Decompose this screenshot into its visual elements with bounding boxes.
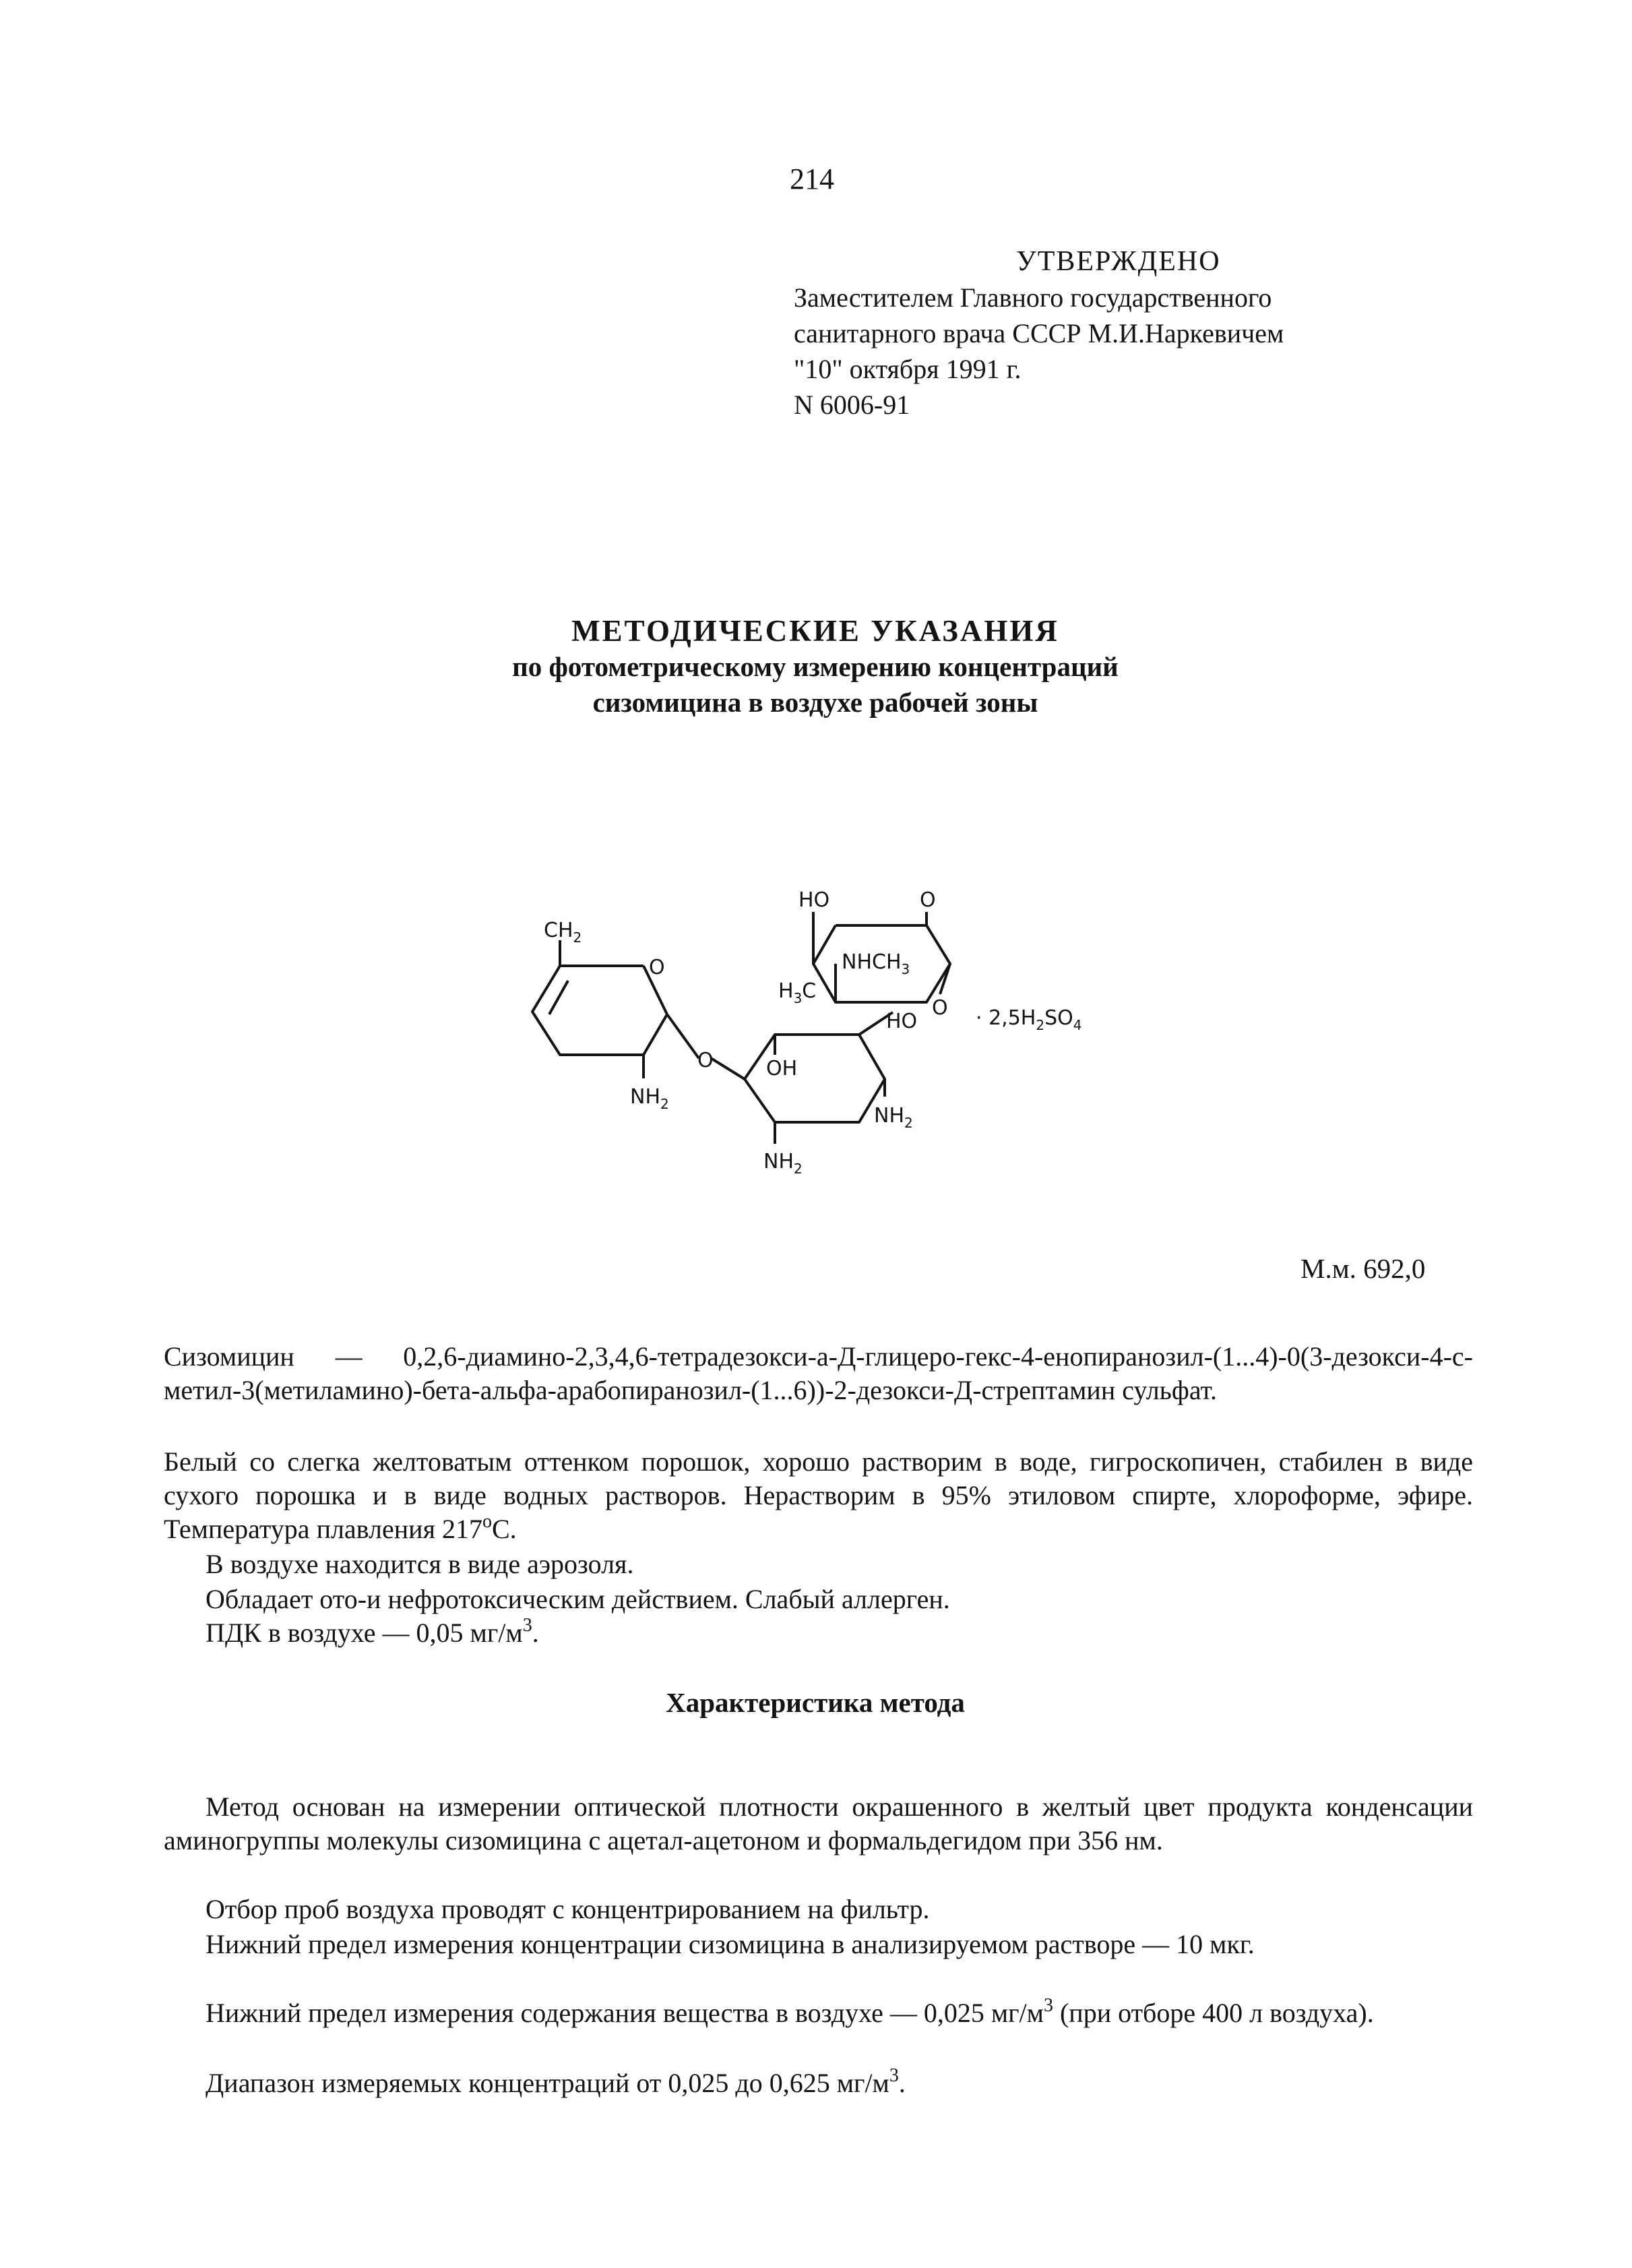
- title-line: сизомицина в воздухе рабочей зоны: [592, 687, 1038, 718]
- ring-3-oxygen-label: O: [920, 888, 936, 912]
- ring-1-oxygen-label: O: [649, 956, 665, 979]
- document-title: [377, 613, 1253, 721]
- sulfate-label: · $2,5H_2SO_4$: [976, 1006, 1082, 1033]
- approval-heading: УТВЕРЖДЕНО: [1016, 246, 1221, 277]
- ho-top-label: HO: [798, 888, 830, 912]
- title-line: по фотометрическому измерению концентраций: [512, 651, 1119, 682]
- nh2-label-1: $NH_2$: [630, 1085, 669, 1112]
- ch2-label: $CH_2$: [544, 919, 582, 946]
- properties-paragraph: Белый со слегка желтоватым оттенком порошок, хорошо растворим в воде, гигроскопичен, стабилен в виде сухого порошка и в виде водных растворов. Нерастворим в 95% этиловом спирте, хлороформе, эфире. Температура плавления $217^оС$.: [164, 1446, 1473, 1544]
- bridge-oxygen-label-2: O: [932, 996, 948, 1020]
- approval-block: [794, 244, 1284, 423]
- mac-paragraph: ПДК в воздухе — 0,05 $мг/м^3$.: [206, 1615, 539, 1648]
- molecular-mass: М.м. 692,0: [1300, 1253, 1426, 1284]
- page-number: 214: [790, 162, 834, 195]
- aerosol-paragraph: В воздухе находится в виде аэрозоля.: [206, 1549, 634, 1579]
- range-paragraph: Диапазон измеряемых концентраций от 0,025 до 0,625 $мг/м^3$.: [206, 2065, 906, 2098]
- structural-formula-drawing: [509, 853, 1129, 1203]
- glycoside-bond-2: [711, 1058, 745, 1079]
- nhch3-label: $NHCH_3$: [842, 950, 910, 977]
- nh2-label-3: $NH_2$: [874, 1104, 913, 1131]
- method-heading: Характеристика метода: [666, 1687, 965, 1718]
- oh-label: OH: [766, 1057, 798, 1080]
- approval-line: N 6006-91: [794, 390, 910, 420]
- title-main: МЕТОДИЧЕСКИЕ УКАЗАНИЯ: [571, 614, 1059, 648]
- structural-formula: [509, 853, 1129, 1203]
- ring-1-double-bond: [549, 981, 568, 1014]
- bridge-oxygen-label: O: [697, 1049, 714, 1072]
- nh2-label-2: $NH_2$: [763, 1150, 803, 1177]
- approval-line: санитарного врача СССР М.И.Наркевичем: [794, 318, 1284, 348]
- approval-line: "10" октября 1991 г.: [794, 354, 1022, 384]
- sampling-paragraph: Отбор проб воздуха проводят с концентрированием на фильтр.: [206, 1894, 930, 1924]
- lower-limit-solution-paragraph: Нижний предел измерения концентрации сизомицина в анализируемом растворе — 10 мкг.: [206, 1929, 1255, 1959]
- compound-name-paragraph: Сизомицин — 0,2,6-диамино-2,3,4,6-тетрадезокси-а-Д-глицеро-гекс-4-енопиранозил-(1...4)-0(3-дезокси-4-с-метил-3(метиламино)-бета-альфа-арабопиранозил-(1...6))-2-дезокси-Д-стрептамин сульфат.: [164, 1341, 1473, 1405]
- method-basis-paragraph: Метод основан на измерении оптической плотности окрашенного в желтый цвет продукта конденсации аминогруппы молекулы сизомицина с ацетал-ацетоном и формальдегидом при 356 нм.: [164, 1791, 1473, 1856]
- approval-line: Заместителем Главного государственного: [794, 282, 1272, 313]
- h3c-label: $H_3C$: [778, 979, 817, 1006]
- glycoside-bond-1: [667, 1014, 699, 1058]
- lower-limit-air-paragraph: Нижний предел измерения содержания вещества в воздухе — 0,025 $мг/м^3$ (при отборе 400 л воздуха).: [206, 1995, 1374, 2028]
- ho-bottom-label: HO: [886, 1010, 918, 1033]
- toxicity-paragraph: Обладает ото-и нефротоксическим действием. Слабый аллерген.: [206, 1584, 950, 1614]
